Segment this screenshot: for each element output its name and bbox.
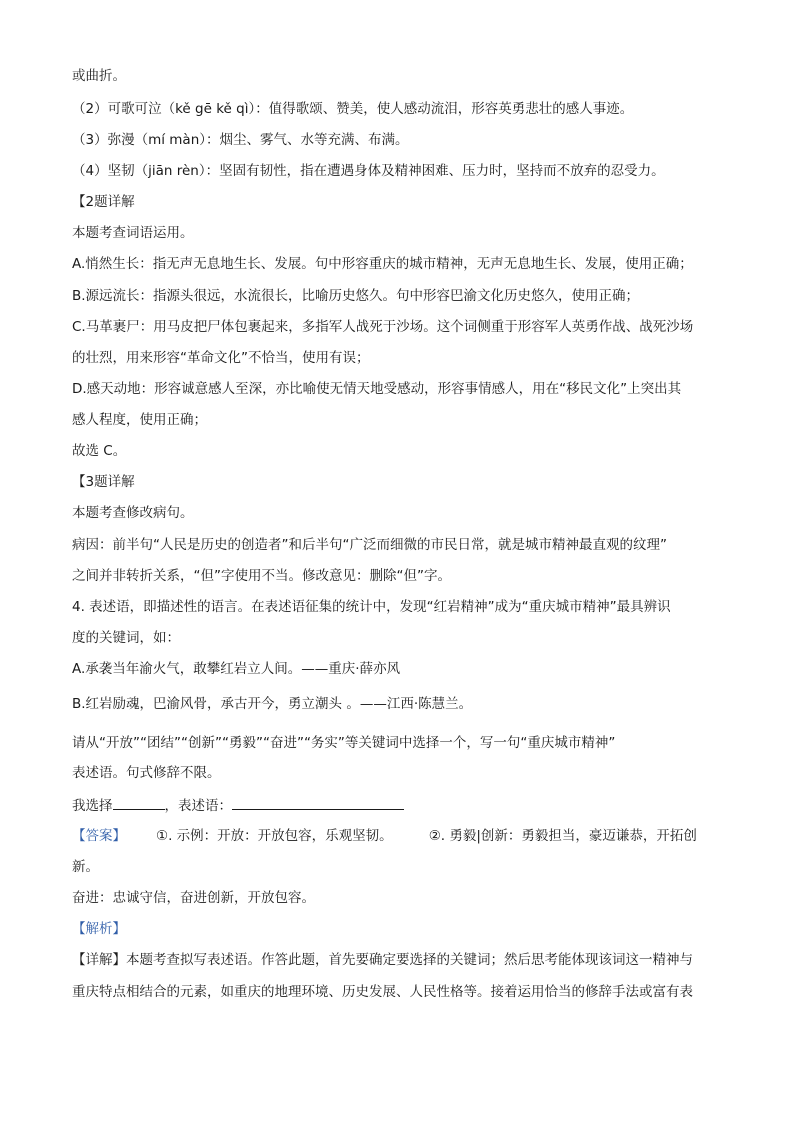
text-line: 新。	[72, 859, 99, 875]
text-line: 故选 C。	[72, 443, 127, 459]
answer-item-2: ②. 勇毅|创新：勇毅担当，豪迈谦恭，开拓创	[428, 828, 697, 844]
analysis-tag: 【解析】	[72, 921, 126, 937]
section-heading: 【2题详解	[72, 194, 135, 210]
text-line: 病因：前半句“人民是历史的创造者”和后半句“广泛而细微的市民日常，就是城市精神最直观的纹理”	[72, 537, 667, 553]
keyword-blank	[113, 795, 165, 810]
example-b: B.红岩励魂，巴渝风骨，承古开今，勇立潮头 。——江西·陈慧兰。	[72, 696, 473, 712]
example-a: A.承袭当年渝火气，敢攀红岩立人间。——重庆·薛亦风	[72, 661, 401, 677]
text-line: （2）可歌可泣（kě gē kě qì）：值得歌颂、赞美，使人感动流泪，形容英勇悲壮的感人事迹。	[72, 101, 634, 117]
text-line: 感人程度，使用正确；	[72, 412, 207, 428]
option-a: A.悄然生长：指无声无息地生长、发展。句中形容重庆的城市精神，无声无息地生长、发展，使用正确；	[72, 256, 693, 272]
text-line: 本题考查词语运用。	[72, 225, 194, 241]
option-d: D.感天动地：形容诚意感人至深，亦比喻使无情天地受感动，形容事情感人，用在“移民文化”上突出其	[72, 381, 682, 397]
text-line: 或曲折。	[72, 68, 126, 84]
statement-blank	[232, 795, 404, 810]
option-c: C.马革裹尸：用马皮把尸体包裹起来，多指军人战死于沙场。这个词侧重于形容军人英勇作战、战死沙场	[72, 319, 694, 335]
answer-tag: 【答案】	[72, 828, 126, 844]
text-line: 重庆特点相结合的元素，如重庆的地理环境、历史发展、人民性格等。接着运用恰当的修辞手法或富有表	[72, 984, 693, 1000]
text-line: 请从“开放”“团结”“创新”“勇毅”“奋进”“务实”等关键词中选择一个，写一句“重庆城市精神”	[72, 735, 616, 751]
statement-label: ，表述语：	[164, 798, 232, 814]
text-line: 【详解】本题考查拟写表述语。作答此题，首先要确定要选择的关键词；然后思考能体现该词这一精神与	[72, 952, 693, 968]
text-line: （4）坚韧（jiān rèn）：坚固有韧性，指在遭遇身体及精神困难、压力时，坚持而不放弃的忍受力。	[72, 163, 665, 179]
option-b: B.源远流长：指源头很远，水流很长，比喻历史悠久。句中形容巴渝文化历史悠久，使用正确；	[72, 288, 640, 304]
question-text: 4. 表述语，即描述性的语言。在表述语征集的统计中，发现“红岩精神”成为“重庆城市精神”最具辨识	[72, 599, 671, 615]
answer-line	[72, 826, 697, 846]
text-line: 度的关键词，如：	[72, 630, 180, 646]
text-line: 之间并非转折关系，“但”字使用不当。修改意见：删除“但”字。	[72, 568, 451, 584]
text-line: 的壮烈，用来形容“革命文化”不恰当，使用有误；	[72, 350, 370, 366]
text-line: 表述语。句式修辞不限。	[72, 765, 221, 781]
answer-item-1: ①. 示例：开放：开放包容，乐观坚韧。	[156, 828, 393, 844]
answer-blank-line	[72, 795, 404, 816]
choose-label: 我选择	[72, 798, 113, 814]
section-heading: 【3题详解	[72, 474, 135, 490]
text-line: 奋进：忠诚守信，奋进创新，开放包容。	[72, 890, 315, 906]
text-line: 本题考查修改病句。	[72, 505, 194, 521]
text-line: （3）弥漫（mí màn）：烟尘、雾气、水等充满、布满。	[72, 132, 409, 148]
